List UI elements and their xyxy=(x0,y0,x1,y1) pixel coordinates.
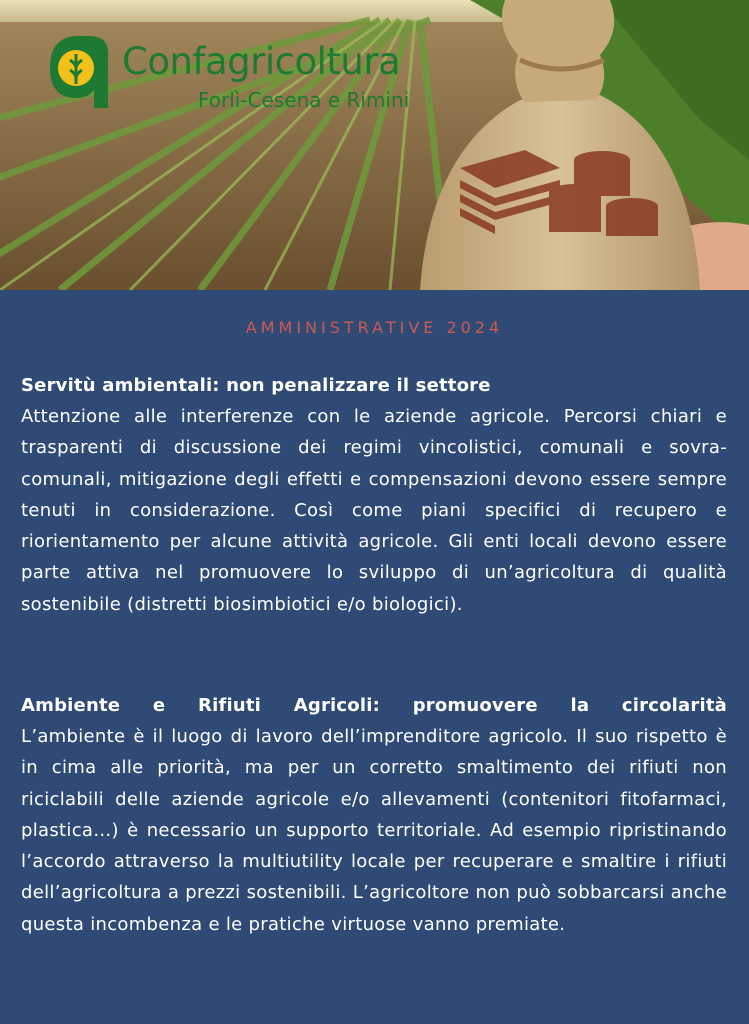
section-title: Ambiente e Rifiuti Agricoli: promuovere la circolarità xyxy=(21,695,727,716)
section-ambiente-rifiuti xyxy=(21,690,727,940)
brand-name: Confagricoltura xyxy=(122,40,401,83)
content-panel xyxy=(0,290,749,1024)
section-kicker: AMMINISTRATIVE 2024 xyxy=(245,318,504,337)
section-body: Attenzione alle interferenze con le aziende agricole. Percorsi chiari e trasparenti di discussione dei regimi vincolistici, comunali e sovra-comunali, mitigazione degli effetti e compensazioni devono essere sempre tenuti in considerazione. Così come piani specifici di recupero e riorientamento per alcune attività agricole. Gli enti locali devono essere parte attiva nel promuovere lo sviluppo di un’agricoltura di qualità sostenibile (distretti biosimbiotici e/o biologici). xyxy=(21,406,727,615)
brand-subtitle: Forlì-Cesena e Rimini xyxy=(198,88,410,112)
section-servitu-ambientali xyxy=(21,370,727,620)
hero-image xyxy=(0,0,749,290)
confagricoltura-logo-icon xyxy=(42,32,112,112)
brand-logo xyxy=(42,32,442,122)
section-body: L’ambiente è il luogo di lavoro dell’imprenditore agricolo. Il suo rispetto è in cima alle priorità, ma per un corretto smaltimento dei rifiuti non riciclabili delle aziende agricole e/o allevamenti (contenitori fitofarmaci, plastica…) è necessario un supporto territoriale. Ad esempio ripristinando l’accordo attraverso la multiutility locale per recuperare e smaltire i rifiuti dell’agricoltura a prezzi sostenibili. L’agricoltore non può sobbarcarsi anche questa incombenza e le pratiche virtuose vanno premiate. xyxy=(21,726,727,935)
section-title: Servitù ambientali: non penalizzare il settore xyxy=(21,375,491,396)
